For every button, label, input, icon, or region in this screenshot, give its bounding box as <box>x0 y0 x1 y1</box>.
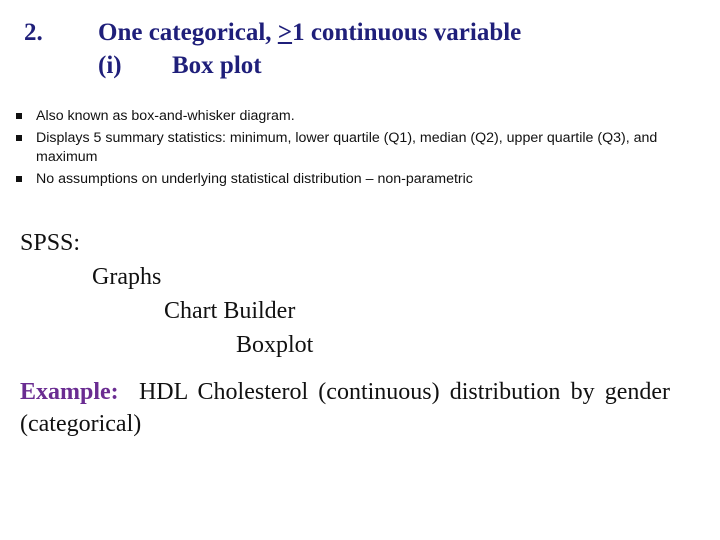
example-text: HDL Cholesterol (continuous) distribution by gender (categorical) <box>20 379 670 437</box>
title-line-1 <box>24 16 521 49</box>
slide-title <box>24 16 521 82</box>
title-line-2 <box>24 49 521 82</box>
subtitle-number: (i) <box>98 52 122 79</box>
square-bullet-icon <box>16 113 22 119</box>
subtitle-text: Box plot <box>172 52 262 79</box>
bullet-item <box>14 107 674 126</box>
spss-menu-chart-builder: Chart Builder <box>164 298 296 324</box>
spss-menu-graphs: Graphs <box>92 264 162 290</box>
bullet-item <box>14 170 674 189</box>
spss-menu-path <box>20 226 313 362</box>
title-text <box>98 16 521 49</box>
example-label: Example: <box>20 379 119 405</box>
square-bullet-icon <box>16 176 22 182</box>
square-bullet-icon <box>16 135 22 141</box>
title-underlined-symbol: > <box>277 19 293 46</box>
bullet-text: Also known as box-and-whisker diagram. <box>36 108 295 124</box>
bullet-list <box>14 107 674 192</box>
bullet-text: No assumptions on underlying statistical distribution – non-parametric <box>36 171 473 187</box>
example-paragraph <box>20 376 670 440</box>
bullet-text: Displays 5 summary statistics: minimum, lower quartile (Q1), median (Q2), upper quartile (Q3), and maximum <box>36 130 658 165</box>
title-number: 2. <box>24 19 43 46</box>
spss-label: SPSS: <box>20 230 81 256</box>
title-text-before: One categorical, <box>98 19 278 46</box>
title-text-after: 1 continuous variable <box>292 19 522 46</box>
spss-menu-boxplot: Boxplot <box>236 332 314 358</box>
bullet-item <box>14 129 674 167</box>
